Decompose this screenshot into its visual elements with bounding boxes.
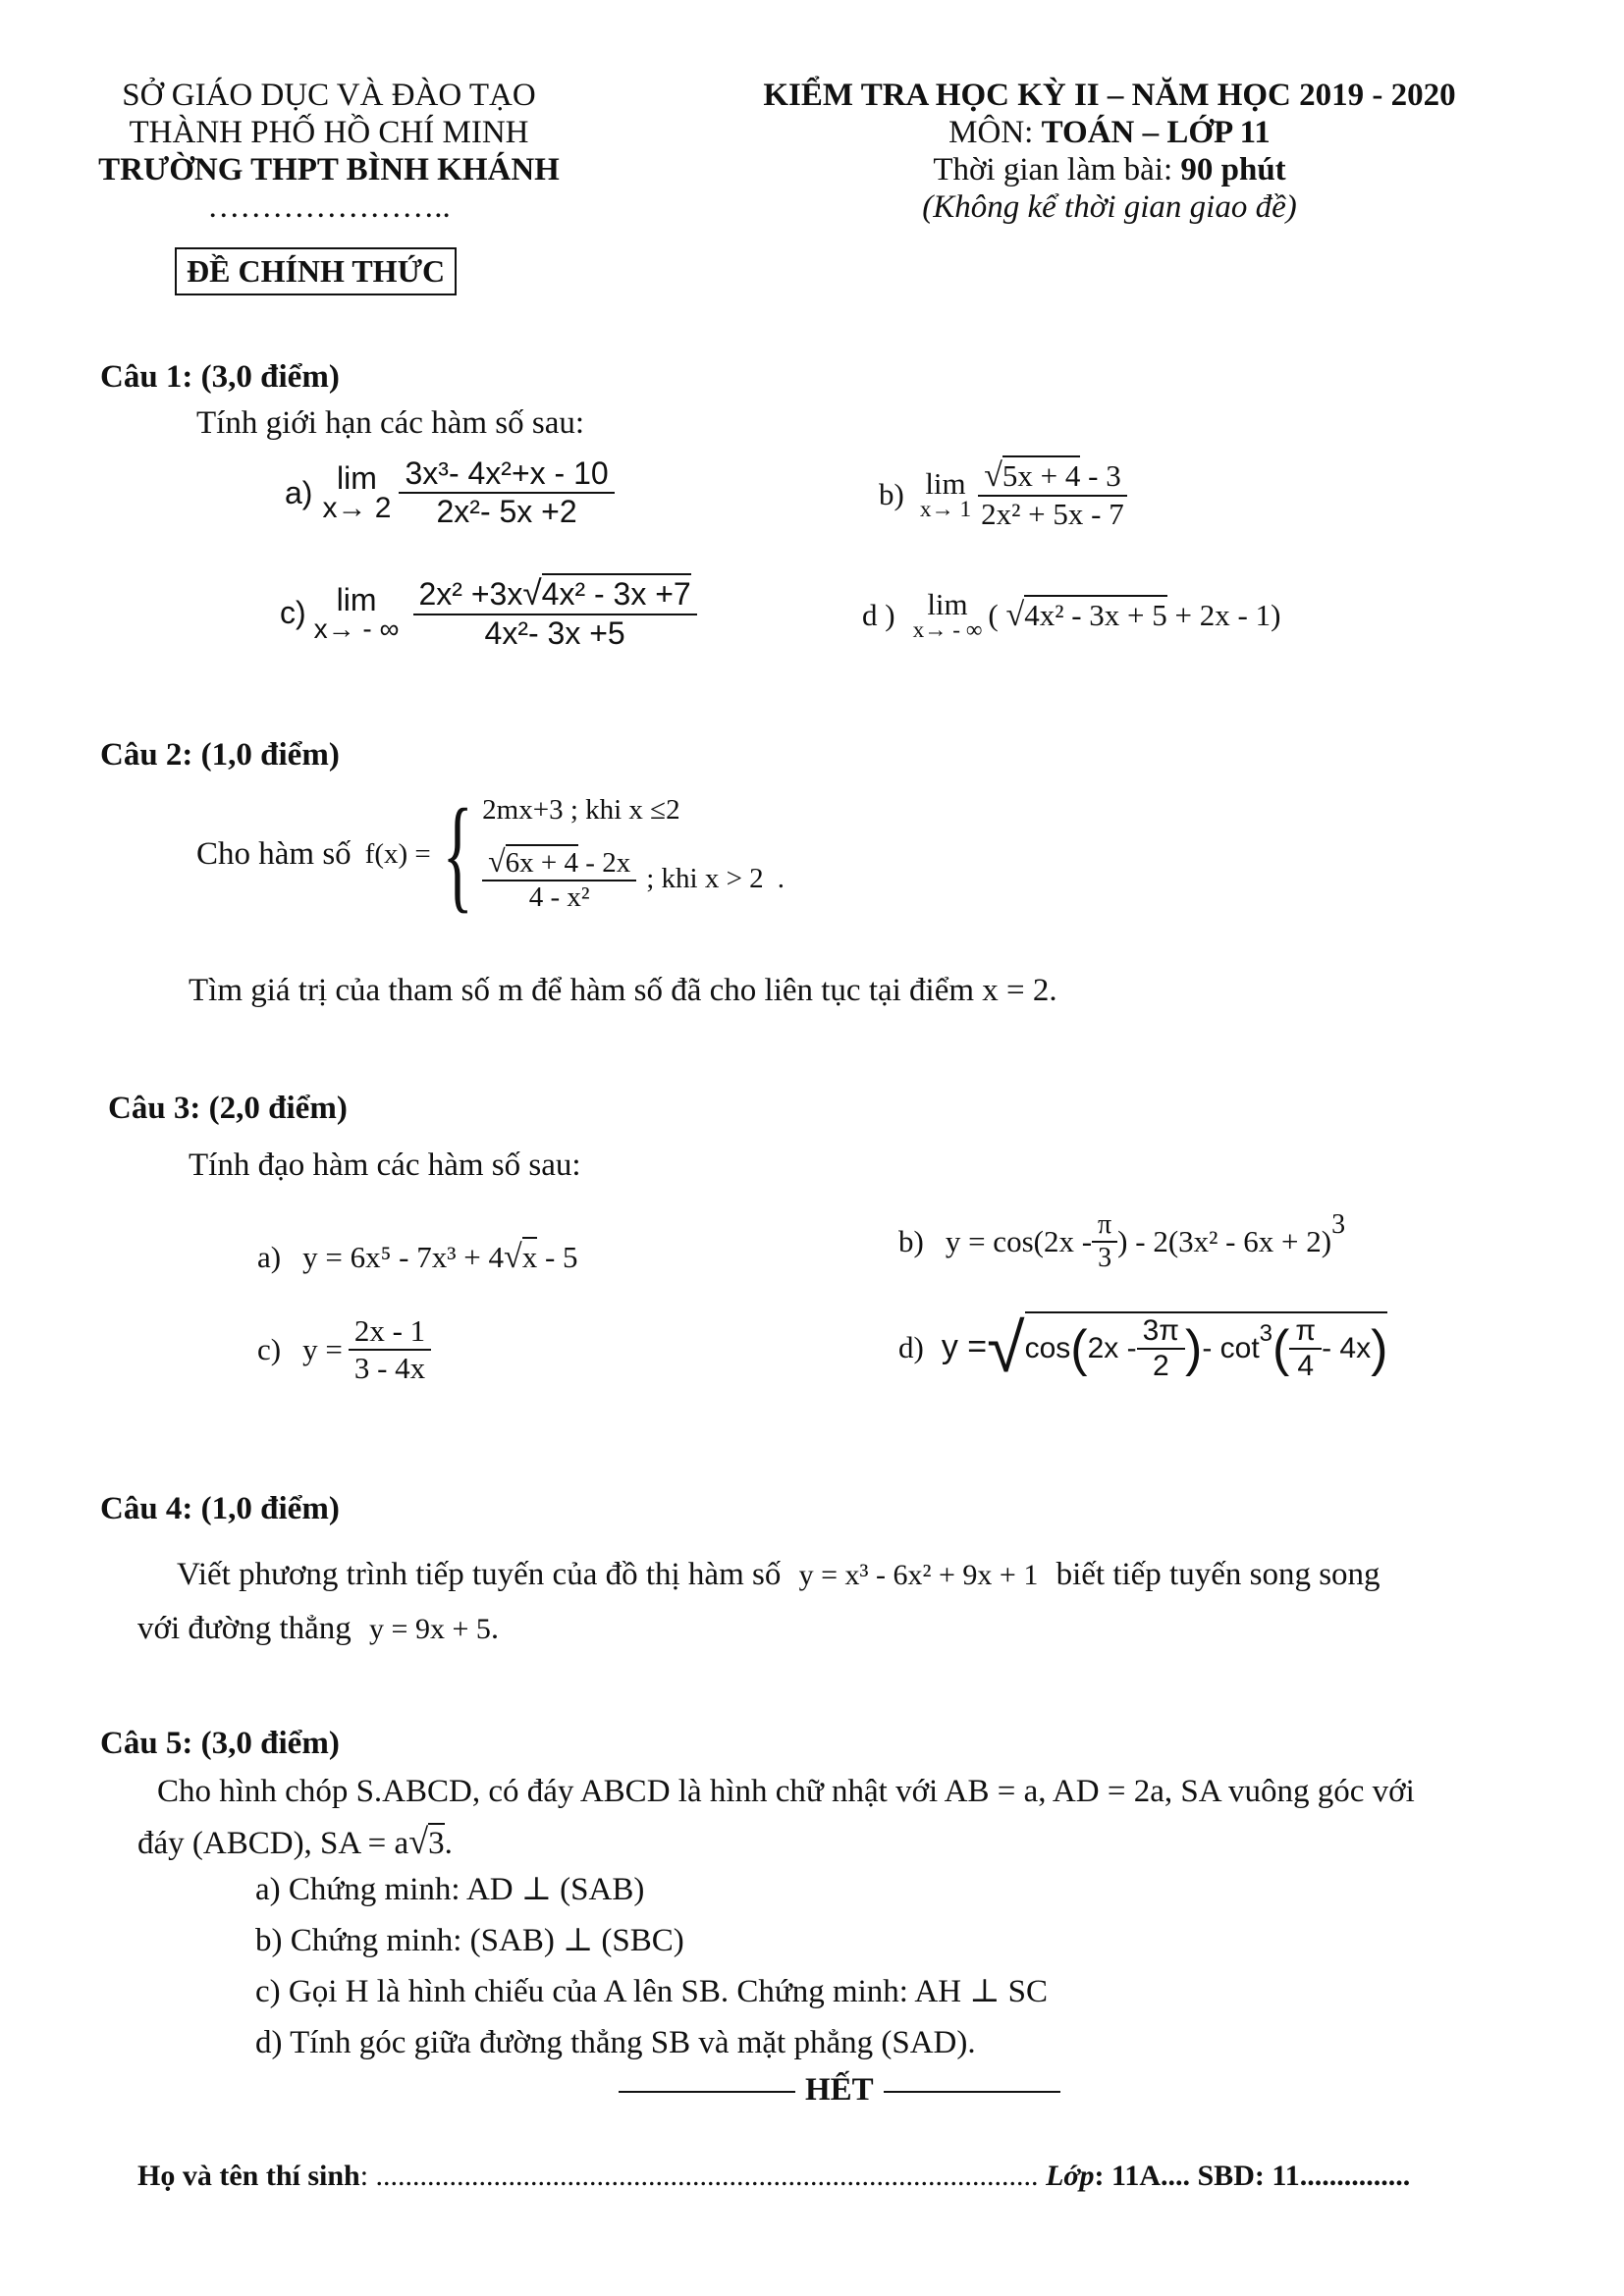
student-name-label: Họ và tên thí sinh (137, 2160, 360, 2192)
q2-task: Tìm giá trị của tham số m để hàm số đã cho liên tục tại điểm x = 2. (189, 973, 1057, 1008)
q1-title: Câu 1: (3,0 điểm) (100, 359, 340, 395)
q2-intro: Cho hàm số (196, 836, 352, 872)
q1-d-limit: lim x→ - ∞ (912, 587, 983, 643)
q2-case2-fraction: $\frac{√6x + 4 - 2x}{\text{4 - x²}}$ (482, 844, 636, 914)
q1-c-denominator: 4x²- 3x +5 (484, 615, 625, 651)
q4-line-equation: y = 9x + 5 (369, 1613, 491, 1645)
q2-title: Câu 2: (1,0 điểm) (100, 737, 340, 773)
exam-title: KIỂM TRA HỌC KỲ II – NĂM HỌC 2019 - 2020 (763, 78, 1456, 113)
q4-curve-equation: y = x³ - 6x² + 9x + 1 (798, 1559, 1039, 1591)
student-name-field: : .......................................................................................... (359, 2160, 1039, 2192)
sbd-label: SBD (1190, 2160, 1255, 2192)
q5-a: a) Chứng minh: AD ⊥ (SAB) (255, 1872, 645, 1907)
q1-b (879, 457, 1130, 532)
q2-case1: 2mx+3 ; khi x ≤2 (482, 794, 680, 826)
q1-b-label: b) (879, 477, 904, 511)
time-note: (Không kể thời gian giao đề) (922, 189, 1297, 225)
header-left (59, 77, 599, 226)
q4-title: Câu 4: (1,0 điểm) (100, 1491, 340, 1526)
q1-a (285, 455, 615, 530)
q1-instruction: Tính giới hạn các hàm số sau: (196, 405, 585, 441)
q2-brace: { (442, 783, 473, 925)
q2-fx: f(x) = (364, 837, 431, 870)
q3-c-label: c) (257, 1332, 282, 1366)
q2-case2: $\frac{√6x + 4 - 2x}{\text{4 - x²}}$ ; khi x > 2 . (482, 844, 785, 914)
q3-instruction: Tính đạo hàm các hàm số sau: (189, 1148, 581, 1183)
q4-line2: với đường thẳng y = 9x + 5. (137, 1611, 500, 1646)
q5-line2: đáy (ABCD), SA = a√3. (137, 1822, 453, 1861)
school-name: TRƯỜNG THPT BÌNH KHÁNH (98, 152, 560, 187)
q3-a-label: a) (257, 1240, 282, 1274)
q4-line1: Viết phương trình tiếp tuyến của đồ thị hàm số y = x³ - 6x² + 9x + 1 biết tiếp tuyến song song (177, 1557, 1380, 1592)
q5-title: Câu 5: (3,0 điểm) (100, 1726, 340, 1761)
q1-a-label: a) (285, 474, 313, 510)
class-label: Lớp (1038, 2160, 1095, 2192)
q3-d-label: d) (898, 1329, 924, 1364)
q1-c-limit: lim x→ - ∞ (313, 581, 400, 644)
class-value: : 11A.... (1094, 2160, 1190, 2192)
header-right (727, 77, 1492, 226)
q1-d-label: d ) (862, 598, 895, 633)
q5-b: b) Chứng minh: (SAB) ⊥ (SBC) (255, 1923, 684, 1958)
q1-b-numerator: √5x + 4 - 3 (978, 457, 1127, 497)
q1-b-denominator: 2x² + 5x - 7 (981, 497, 1124, 531)
q1-c-label: c) (280, 595, 306, 630)
time-value: 90 phút (1180, 152, 1286, 187)
end-marker: HẾT (609, 2071, 1070, 2109)
q3-c: c) y = $\frac{2x - 1}{3 - 4x}$ (257, 1313, 431, 1386)
q1-d-expr: ( √4x² - 3x + 5 + 2x - 1) (988, 597, 1281, 634)
q1-b-fraction (975, 457, 1130, 532)
header-dots: ………………….. (207, 189, 451, 225)
q1-b-limit: lim x→ 1 (919, 465, 972, 522)
subject: TOÁN – LỚP 11 (1041, 115, 1271, 150)
q1-a-limit: lim x→ 2 (322, 460, 392, 524)
q3-a: a) y = 6x⁵ - 7x³ + 4√x - 5 (257, 1239, 578, 1275)
subject-line: MÔN: TOÁN – LỚP 11 (948, 115, 1271, 150)
q5-c: c) Gọi H là hình chiếu của A lên SB. Chứng minh: AH ⊥ SC (255, 1974, 1048, 2009)
q3-title: Câu 3: (2,0 điểm) (108, 1091, 348, 1126)
q5-d: d) Tính góc giữa đường thẳng SB và mặt phẳng (SAD). (255, 2025, 976, 2060)
q1-c-fraction (413, 574, 697, 652)
q1-a-fraction (399, 455, 614, 530)
q1-c (280, 574, 697, 652)
q5-line1: Cho hình chóp S.ABCD, có đáy ABCD là hình chữ nhật với AB = a, AD = 2a, SA vuông góc với (157, 1774, 1415, 1809)
q3-d: d) y = √ cos ( 2x - $\frac{3\pi}{2}$ ) - cot 3 ( $\frac{\pi}{4}$ - 4x ) (898, 1308, 1388, 1386)
time-line: Thời gian làm bài: 90 phút (933, 152, 1286, 187)
q3-d-sqrt: √ cos ( 2x - $\frac{3\pi}{2}$ ) - cot 3 ( $\frac{\pi}{4}$ - 4x ) (987, 1308, 1388, 1386)
footer (137, 2160, 1410, 2193)
q1-a-numerator: 3x³- 4x²+x - 10 (399, 455, 614, 494)
q1-c-numerator: 2x² +3x√4x² - 3x +7 (413, 574, 697, 615)
q2-function (196, 783, 785, 925)
q1-a-denominator: 2x²- 5x +2 (436, 494, 577, 529)
city-name: THÀNH PHỐ HỒ CHÍ MINH (129, 115, 529, 150)
q3-b: b) y = cos(2x - $\frac{\pi}{3}$ ) - 2(3x² - 6x + 2) 3 (898, 1209, 1346, 1273)
official-exam-box: ĐỀ CHÍNH THỨC (175, 247, 457, 295)
q3-b-label: b) (898, 1224, 924, 1258)
q1-d (862, 589, 1280, 642)
q2-cases (482, 794, 785, 914)
sbd-value: : 11............... (1254, 2160, 1411, 2192)
dept-name: SỞ GIÁO DỤC VÀ ĐÀO TẠO (122, 78, 536, 113)
